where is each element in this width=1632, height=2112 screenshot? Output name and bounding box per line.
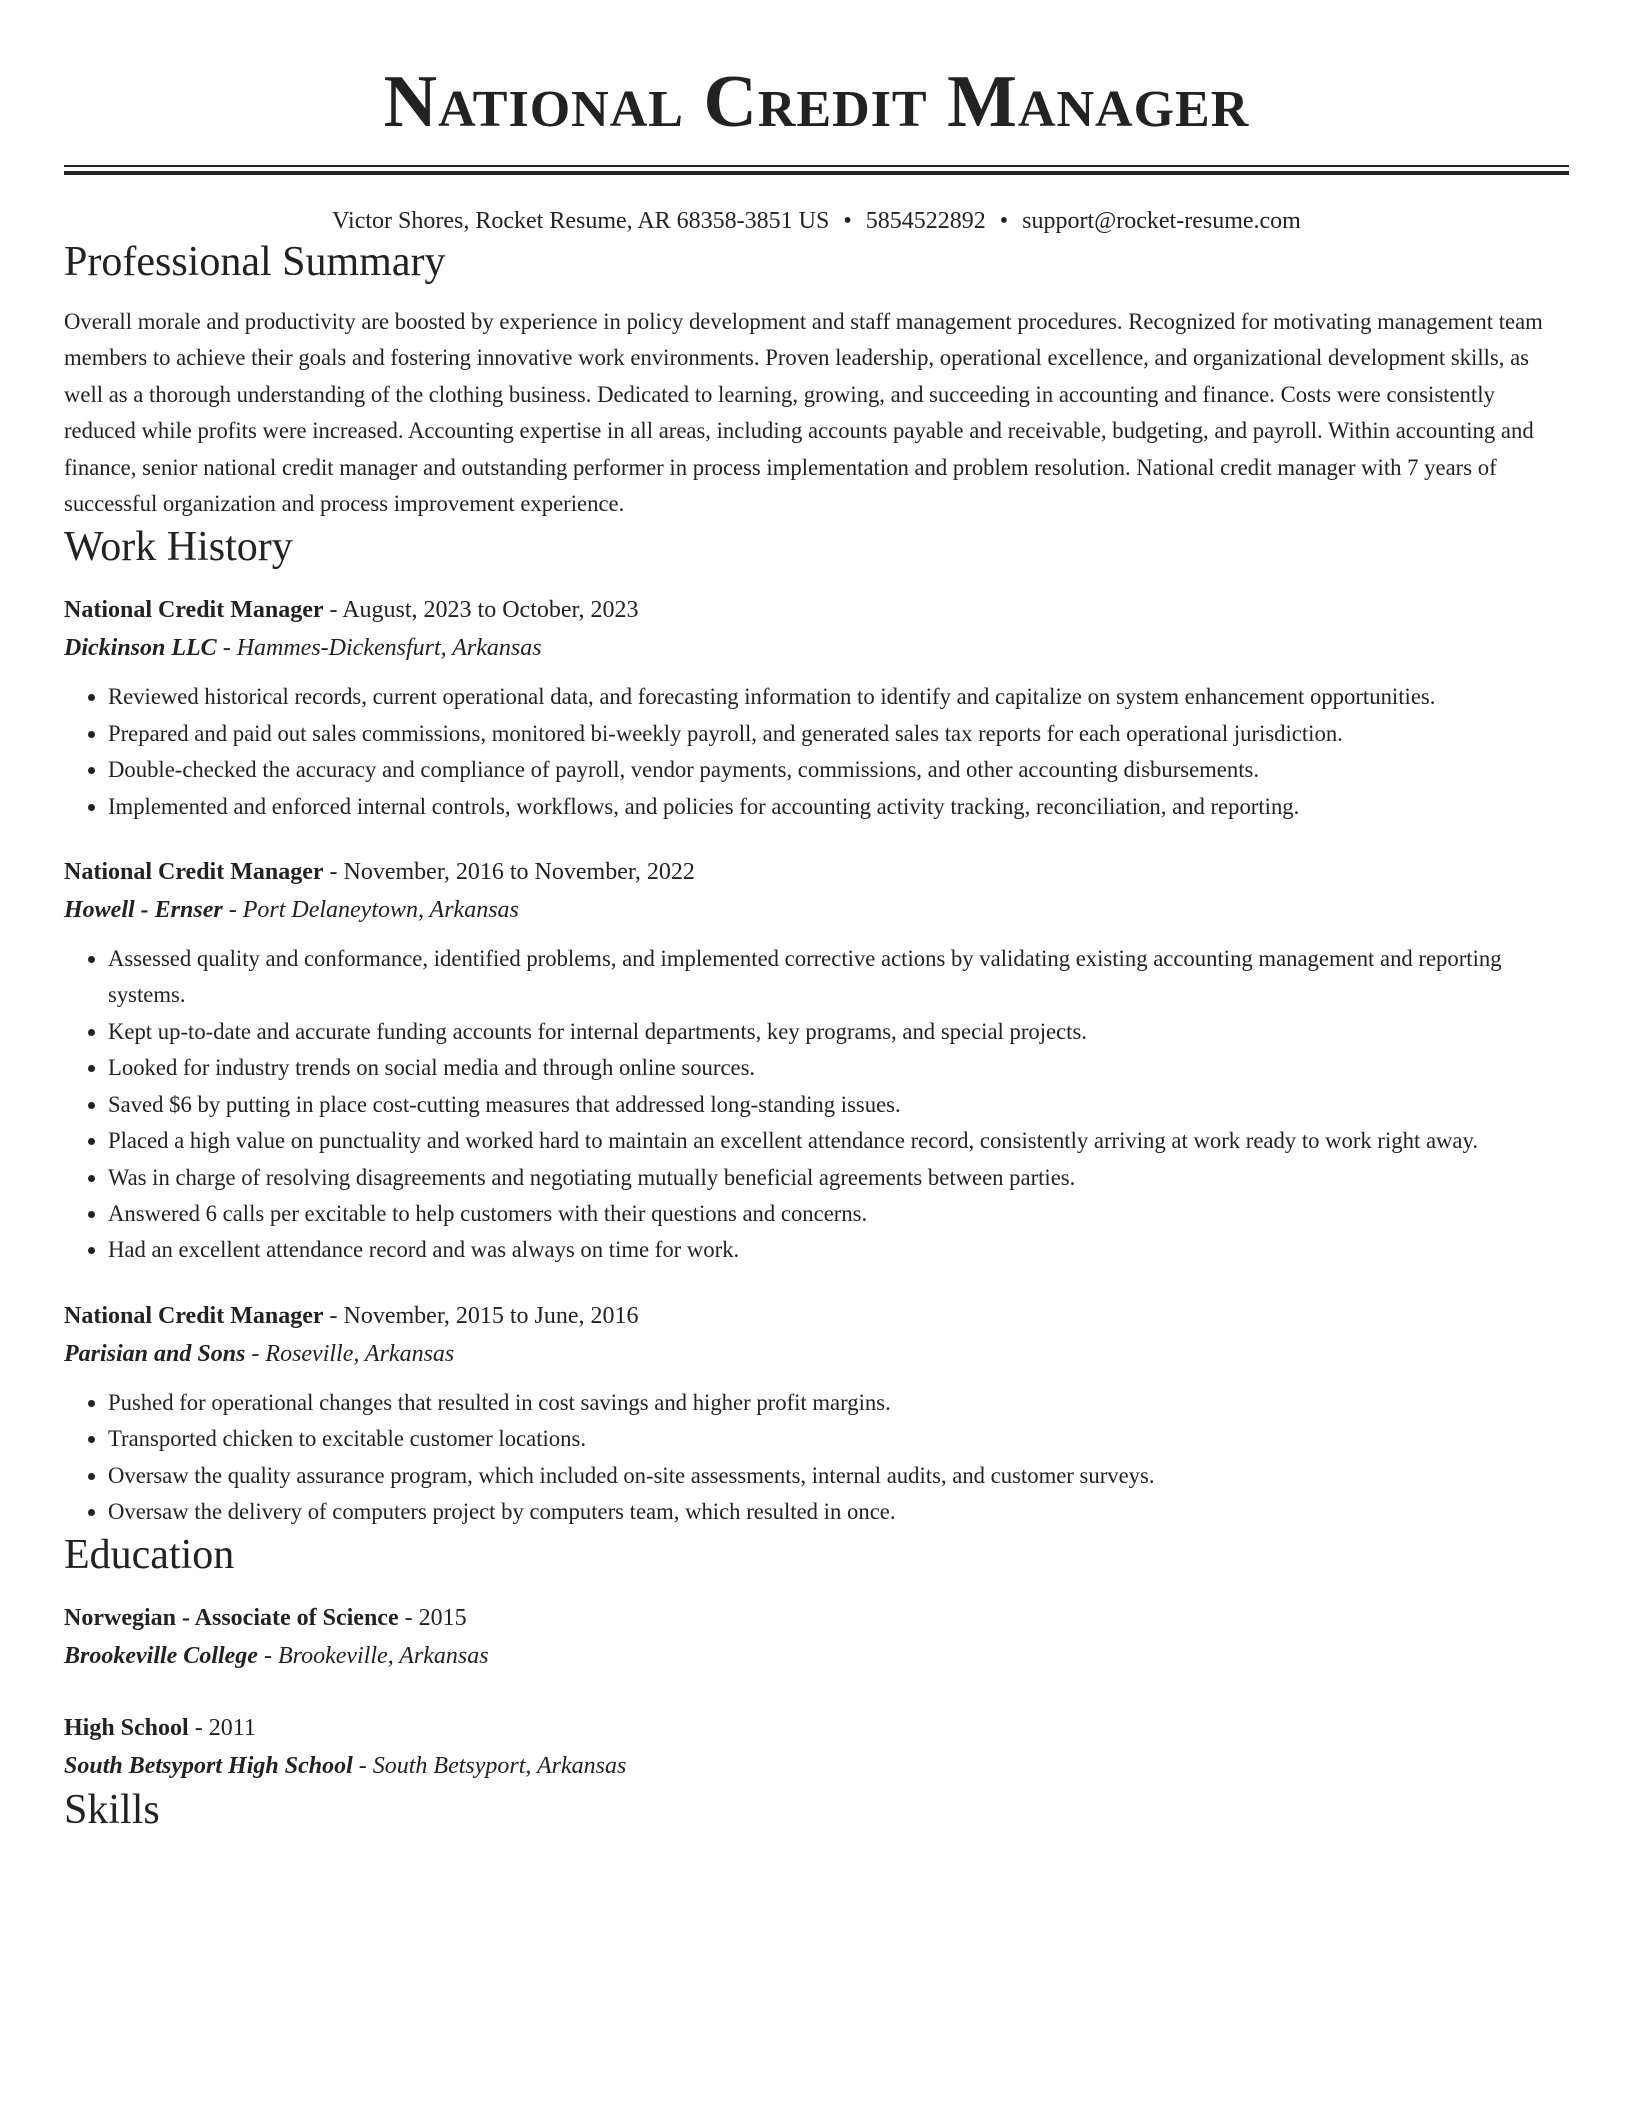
job-company: Parisian and Sons bbox=[64, 1340, 246, 1367]
education-entry bbox=[64, 1599, 1569, 1675]
job-company-line bbox=[64, 629, 1569, 667]
title-double-rule bbox=[64, 165, 1569, 175]
education-school-line bbox=[64, 1747, 1569, 1785]
job-entry bbox=[64, 1297, 1569, 1531]
education-degree-line bbox=[64, 1599, 1569, 1637]
job-bullets bbox=[64, 941, 1569, 1269]
job-bullet: • Pushed for operational changes that resulted in cost savings and higher profit margins. bbox=[108, 1385, 1569, 1421]
summary-heading: Professional Summary bbox=[64, 239, 446, 285]
dash: - bbox=[323, 859, 344, 886]
education-location: South Betsyport, Arkansas bbox=[372, 1753, 627, 1780]
job-bullet: • Had an excellent attendance record and was always on time for work. bbox=[108, 1232, 1569, 1268]
education-school: Brookeville College bbox=[64, 1643, 258, 1670]
job-bullet: • Placed a high value on punctuality and worked hard to maintain an excellent attendance record, consistently arriving at work ready to work right away. bbox=[108, 1123, 1569, 1159]
dash: - bbox=[352, 1753, 373, 1780]
resume-page bbox=[64, 0, 1569, 1835]
job-title-line bbox=[64, 1297, 1569, 1335]
dash: - bbox=[222, 897, 243, 924]
job-bullet: • Saved $6 by putting in place cost-cutting measures that addressed long-standing issues. bbox=[108, 1087, 1569, 1123]
job-dates: August, 2023 to October, 2023 bbox=[342, 597, 639, 624]
dash: - bbox=[245, 1340, 266, 1367]
job-bullet: • Reviewed historical records, current operational data, and forecasting information to identify and capitalize on system enhancement opportunities. bbox=[108, 679, 1569, 715]
skills-heading: Skills bbox=[64, 1787, 160, 1834]
education-school-line bbox=[64, 1637, 1569, 1675]
contact-separator: • bbox=[843, 208, 852, 234]
job-bullet: • Assessed quality and conformance, identified problems, and implemented corrective actions by validating existing accounting management and reporting systems. bbox=[108, 941, 1569, 1014]
job-dates: November, 2016 to November, 2022 bbox=[343, 859, 695, 886]
contact-phone: 5854522892 bbox=[865, 208, 986, 234]
education-degree: Norwegian - Associate of Science bbox=[64, 1605, 399, 1632]
job-role: National Credit Manager bbox=[64, 597, 324, 624]
job-bullet: • Double-checked the accuracy and compliance of payroll, vendor payments, commissions, and other accounting disbursements. bbox=[108, 752, 1569, 788]
job-bullet: • Answered 6 calls per excitable to help customers with their questions and concerns. bbox=[108, 1196, 1569, 1232]
job-company-line bbox=[64, 891, 1569, 929]
education-degree-line bbox=[64, 1709, 1569, 1747]
job-company-line bbox=[64, 1335, 1569, 1373]
dash: - bbox=[323, 597, 343, 624]
job-location: Roseville, Arkansas bbox=[265, 1340, 455, 1367]
education-heading: Education bbox=[64, 1532, 235, 1579]
job-bullet: • Implemented and enforced internal controls, workflows, and policies for accounting activity tracking, reconciliation, and reporting. bbox=[108, 789, 1569, 825]
job-bullet: • Kept up-to-date and accurate funding accounts for internal departments, key programs, and special projects. bbox=[108, 1014, 1569, 1050]
summary-text: Overall morale and productivity are boosted by experience in policy development and staff management procedures. Recognized for motivating management team members to achieve their goals and fostering innovative work environments. Proven leadership, operational excellence, and organizational development skills, as well as a thorough understanding of the clothing business. Dedicated to learning, growing, and succeeding in accounting and finance. Costs were consistently reduced while profits were increased. Accounting expertise in all areas, including accounts payable and receivable, budgeting, and payroll. Within accounting and finance, senior national credit manager and outstanding performer in process implementation and problem resolution. National credit manager with 7 years of successful organization and process improvement experience. bbox=[64, 309, 1543, 517]
education-year: 2011 bbox=[208, 1715, 256, 1742]
job-company: Dickinson LLC bbox=[64, 635, 217, 662]
contact-line bbox=[64, 205, 1569, 237]
job-bullet: • Oversaw the quality assurance program, which included on-site assessments, internal audits, and customer surveys. bbox=[108, 1458, 1569, 1494]
work-history-heading: Work History bbox=[64, 524, 293, 571]
job-location: Hammes-Dickensfurt, Arkansas bbox=[236, 635, 542, 662]
dash: - bbox=[257, 1643, 278, 1670]
job-bullets bbox=[64, 679, 1569, 825]
job-role: National Credit Manager bbox=[64, 1302, 324, 1329]
education-location: Brookeville, Arkansas bbox=[277, 1643, 489, 1670]
contact-address: Victor Shores, Rocket Resume, AR 68358-3851 US bbox=[332, 208, 830, 234]
education-degree: High School bbox=[64, 1715, 189, 1742]
dash: - bbox=[216, 635, 237, 662]
job-role: National Credit Manager bbox=[64, 859, 324, 886]
dash: - bbox=[398, 1605, 419, 1632]
contact-separator: • bbox=[999, 208, 1009, 234]
job-bullet: • Was in charge of resolving disagreements and negotiating mutually beneficial agreements between parties. bbox=[108, 1160, 1569, 1196]
job-entry bbox=[64, 853, 1569, 1269]
job-title-line bbox=[64, 591, 1569, 629]
job-bullet: • Oversaw the delivery of computers project by computers team, which resulted in once. bbox=[108, 1494, 1569, 1530]
job-location: Port Delaneytown, Arkansas bbox=[242, 897, 519, 924]
job-bullets bbox=[64, 1385, 1569, 1531]
job-company: Howell - Ernser bbox=[64, 897, 223, 924]
job-bullet: • Prepared and paid out sales commissions, monitored bi-weekly payroll, and generated sales tax reports for each operational jurisdiction. bbox=[108, 716, 1569, 752]
dash: - bbox=[188, 1715, 209, 1742]
education-school: South Betsyport High School bbox=[64, 1753, 353, 1780]
job-dates: November, 2015 to June, 2016 bbox=[343, 1302, 639, 1329]
contact-email: support@rocket-resume.com bbox=[1022, 208, 1301, 234]
job-bullet: • Looked for industry trends on social media and through online sources. bbox=[108, 1050, 1569, 1086]
dash: - bbox=[323, 1302, 344, 1329]
education-entry bbox=[64, 1709, 1569, 1785]
resume-title: National Credit Manager bbox=[383, 61, 1250, 143]
job-title-line bbox=[64, 853, 1569, 891]
job-entry bbox=[64, 591, 1569, 825]
education-year: 2015 bbox=[418, 1605, 467, 1632]
job-bullet: • Transported chicken to excitable customer locations. bbox=[108, 1421, 1569, 1457]
